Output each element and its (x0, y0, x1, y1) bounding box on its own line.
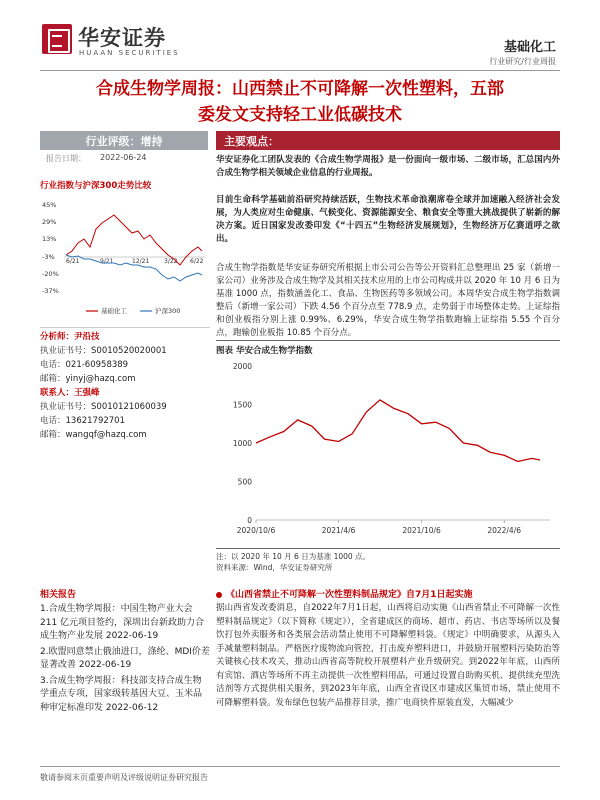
brand-mark-icon (42, 24, 72, 54)
ytick-label: 1500 (232, 400, 252, 410)
phone-label: 电话： (40, 416, 66, 426)
contact-phone-row (40, 414, 210, 428)
brand-logo (42, 22, 192, 62)
brand-name-en: HUAAN SECURITIES (79, 49, 180, 57)
xtick-label: 2021/10/6 (402, 526, 441, 535)
contact-license-row (40, 400, 210, 414)
phone-number: 13621792701 (65, 416, 126, 426)
related-report-item[interactable]: 2.欧盟同意禁止俄油进口，涤纶、MDI价差显著改善 2022-06-19 (40, 646, 210, 670)
figure-source: 资料来源：Wind，华安证券研究所 (216, 563, 333, 572)
email-label: 邮箱： (40, 374, 66, 384)
xtick-label: 6/21 (66, 258, 80, 265)
figure-note (216, 548, 560, 573)
brand-name-cn: 华安证券 (78, 25, 166, 50)
ytick-label: 2000 (232, 362, 252, 371)
footer-disclaimer: 敬请参阅末页重要声明及评级说明证券研究报告 (40, 773, 208, 782)
ytick-label: 45% (42, 201, 57, 209)
email-address[interactable]: yinyj@hazq.com (65, 374, 136, 384)
contact-email-row (40, 428, 210, 442)
index-comparison-chart (40, 193, 210, 323)
intro-paragraph: 华安证券化工团队发表的《合成生物学周报》是一份面向一级市场、二级市场，汇总国内外合成生物学相关领域企业信息的行业周报。 (216, 155, 560, 178)
ytick-label: 500 (237, 477, 252, 487)
related-reports-list (40, 603, 210, 717)
sector-name: 基础化工 (503, 40, 556, 55)
footer-divider (40, 766, 560, 767)
report-date-label: 报告日期： (46, 154, 86, 163)
xtick-label: 2022/4/6 (487, 526, 522, 535)
contact-name: 联系人：王强峰 (40, 388, 100, 398)
bullet-icon (216, 592, 222, 598)
report-type: 行业研究/行业周报 (489, 57, 556, 66)
index-chart-yticks (42, 201, 59, 295)
analyst-block (40, 325, 210, 442)
divider (40, 327, 210, 328)
ytick-label: 1000 (232, 439, 252, 448)
related-reports-title: 相关报告 (40, 590, 77, 600)
xtick-label: 2021/4/6 (321, 526, 356, 535)
analyst-email-row (40, 372, 210, 386)
ytick-label: 13% (42, 235, 57, 243)
synbio-index-chart (216, 358, 560, 546)
analyst-license-row (40, 344, 210, 358)
background-paragraph: 目前生命科学基础前沿研究持续活跃，生物技术革命浪潮席卷全球并加速融入经济社会发展，为人类应对生命健康、气候变化、资源能源安全、粮食安全等重大挑战提供了崭新的解决方案。近日国家发改委印发《“十四五”生物经济发展规划》，生物经济万亿赛道呼之欲出。 (216, 195, 560, 244)
legend-label-sector: 基础化工 (101, 307, 127, 315)
report-date-row (40, 153, 208, 167)
key-points-banner: 主要观点： (216, 131, 560, 150)
ytick-label: 29% (42, 218, 57, 226)
index-series-line (256, 400, 540, 462)
license-number: S0010520020001 (91, 346, 167, 356)
news-body: 据山西省发改委消息，自2022年7月1日起，山西将启动实施《山西省禁止不可降解一次性塑料制品规定》（以下简称《规定》），全省建成区的商场、超市、药店、书店等场所以及餐饮打包外卖服务和各类展会活动禁止使用不可降解塑料袋。《规定》中明确要求，从源头入手减量塑料制品。严格医疗废物流向管控，打击废弃塑料进口，并鼓励开展塑料污染防治等关键核心技术攻关，推动山西省高等院校开展塑料产业升级研究。到2022年年底，山西所有宾馆、酒店等场所不再主动提供一次性塑料用品，可通过设置自助购买机、提供续充型洗洁剂等方式提供相关服务，到2023年年底，山西全省设区市建成区集贸市场，禁止使用不可降解塑料袋。发布绿色包装产品推荐目录，推广电商快件原装直发，大幅减少 (216, 603, 560, 708)
license-number: S0010121060039 (91, 402, 167, 412)
related-report-item[interactable]: 3.合成生物学周报：科技部支持合成生物学重点专项，国家级转基因大豆、玉米品种审定标准印发 2022-06-12 (40, 675, 203, 713)
xtick-label: 6/22 (190, 258, 204, 265)
index-summary-paragraph: 合成生物学指数是华安证券研究所根据上市公司公告等公开资料汇总整理出 25 家（新增一家公司）业务涉及合成生物学及其相关技术应用的上市公司构成并以 2020 年 10 月 6 日为基准 1000 点，指数涵盖化工、食品、生物医药等多领域公司。本周华安合成生物学指数调整后（新增一家公司）下跌 4.56 个百分点至 778.9 点，走势弱于市场整体走势。上证综指和创业板指分别上涨 0.99%、6.29%，华安合成生物学指数跑输上证综指 5.55 个百分点，跑输创业板指 10.85 个百分点。 (216, 263, 560, 338)
figure-title: 图表 华安合成生物学指数 (216, 340, 560, 356)
xtick-label: 12/21 (132, 258, 150, 265)
header-divider (40, 70, 560, 71)
rating-banner: 行业评级：增持 (40, 131, 208, 150)
report-title (40, 76, 560, 128)
ytick-label: -37% (42, 287, 59, 295)
ytick-label: 0 (247, 516, 252, 525)
license-label: 执业证书号： (40, 402, 92, 412)
ytick-label: -20% (42, 270, 59, 278)
figure-note-text: 注：以 2020 年 10 月 6 日为基准 1000 点。 (216, 552, 371, 561)
xtick-label: 9/21 (100, 258, 114, 265)
news-headline-text: 《山西省禁止不可降解一次性塑料制品规定》自7月1日起实施 (226, 590, 473, 600)
xtick-label: 2020/10/6 (236, 526, 276, 535)
legend-label-hs300: 沪深300 (155, 307, 181, 315)
analyst-phone-row (40, 358, 210, 372)
email-label: 邮箱： (40, 430, 66, 440)
analyst-name: 分析师：尹沿技 (40, 332, 100, 342)
index-chart-title: 行业指数与沪深300走势比较 (40, 181, 152, 191)
related-report-item[interactable]: 1.合成生物学周报：中国生物产业大会 211 亿元项目签约，深圳出台新政助力合成生物产业发展 2022-06-19 (40, 604, 205, 641)
phone-label: 电话： (40, 360, 66, 370)
report-title-line1: 合成生物学周报：山西禁止不可降解一次性塑料，五部 (96, 79, 504, 99)
ytick-label: -3% (42, 253, 55, 261)
phone-number: 021-60958389 (65, 360, 129, 370)
report-date: 2022-06-24 (100, 153, 147, 162)
news-headline (216, 587, 560, 600)
license-label: 执业证书号： (40, 346, 92, 356)
index-chart-legend (86, 306, 180, 315)
email-address[interactable]: wangqf@hazq.com (65, 430, 147, 440)
xtick-label: 3/22 (164, 258, 178, 265)
report-title-line2: 委发文支持轻工业低碳技术 (198, 105, 402, 125)
